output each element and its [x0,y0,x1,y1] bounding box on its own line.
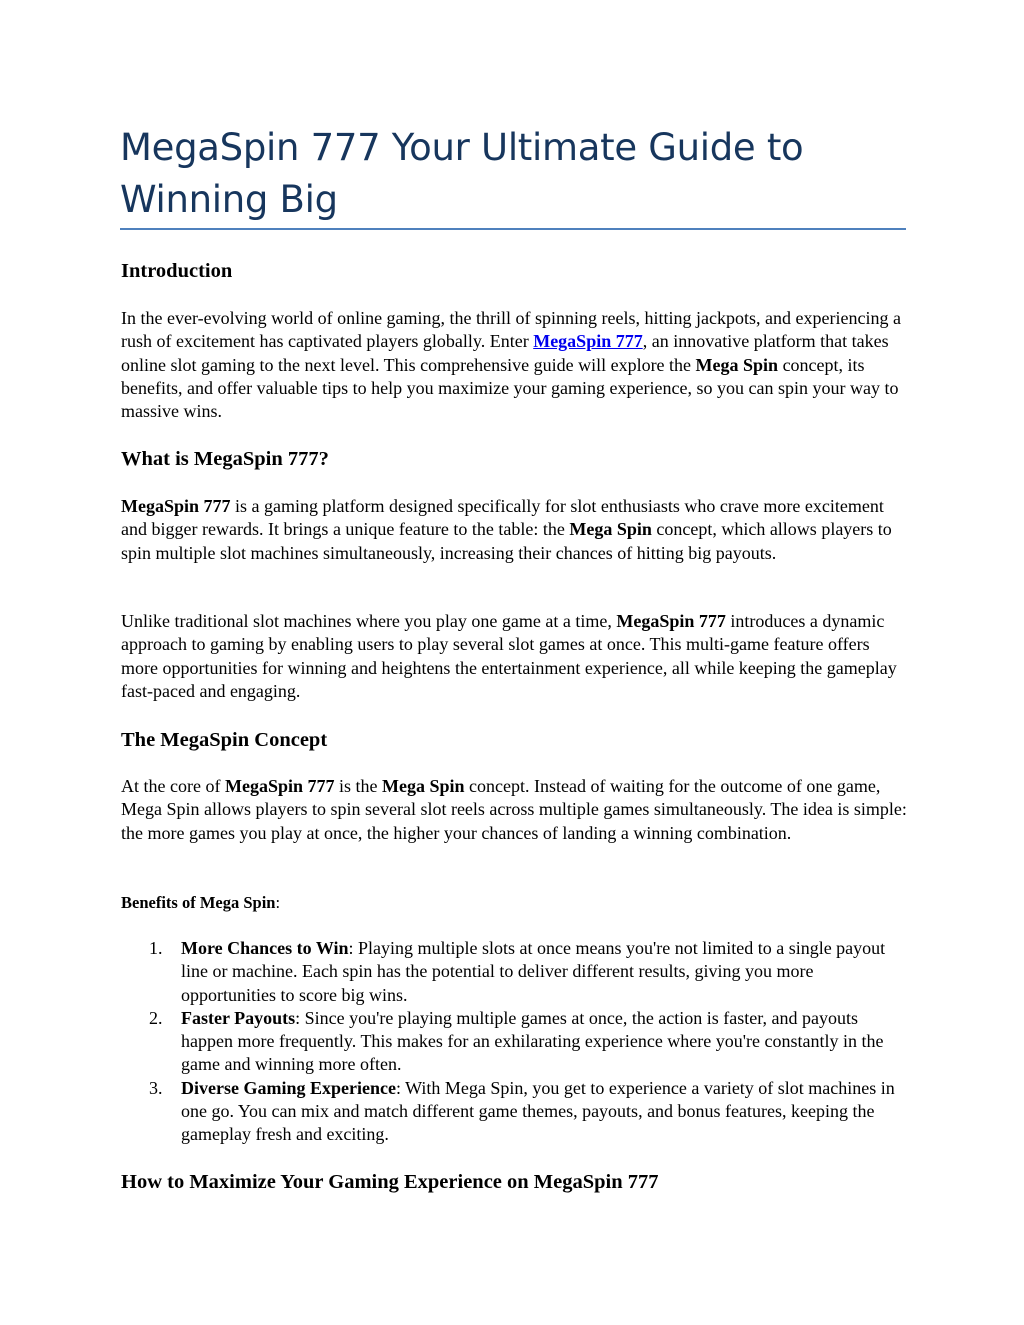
megaspin-777-link[interactable]: MegaSpin 777 [533,331,643,352]
title-divider [120,228,906,230]
concept-text-3: concept. Instead of waiting for the outcome of one game, Mega Spin allows players to spin several slot reels across multiple games simultaneously. The idea is simple: the more games you play at once, the higher your chances of landing a winning combination. [121,776,907,843]
benefits-heading-text: Benefits of Mega Spin [121,893,276,912]
paragraph-concept [121,775,911,845]
list-item-text: : With Mega Spin, you get to experience a variety of slot machines in one go. You can mix and match different game themes, payouts, and bonus features, keeping the gameplay fresh and exciting. [181,1077,895,1145]
what-is-bold-megaspin-2: MegaSpin 777 [616,611,726,631]
list-item-title: Diverse Gaming Experience [181,1077,396,1098]
intro-text-3: concept, its benefits, and offer valuable tips to help you maximize your gaming experience, so you can spin your way to massive wins. [121,354,899,422]
what-is-text-1: is a gaming platform designed specifically for slot enthusiasts who crave more excitement and bigger rewards. It brings a unique feature to the table: the [121,496,884,540]
list-item [121,1007,911,1077]
what-is-text-3: Unlike traditional slot machines where you play one game at a time, [121,611,617,631]
paragraph-what-is-2 [121,610,911,703]
intro-bold-mega-spin: Mega Spin [695,354,779,375]
list-item [121,937,911,1007]
paragraph-what-is-1 [121,495,911,565]
what-is-bold-megaspin: MegaSpin 777 [121,496,231,516]
list-item-number: 1. [149,938,163,958]
list-item-text: : Playing multiple slots at once means you're not limited to a single payout line or machine. Each spin has the potential to deliver different results, giving you more opportunities to score big wins. [181,938,886,1005]
concept-text-1: At the core of [121,776,225,796]
paragraph-introduction [121,307,911,423]
what-is-text-2: concept, which allows players to spin multiple slot machines simultaneously, increasing their chances of hitting big payouts. [121,519,892,563]
list-item-number: 2. [149,1007,163,1028]
heading-benefits [121,891,911,914]
benefits-heading-colon: : [275,893,281,912]
concept-bold-mega-spin: Mega Spin [381,776,465,796]
heading-maximize: How to Maximize Your Gaming Experience on MegaSpin 777 [121,1171,659,1193]
intro-text-2: , an innovative platform that takes online slot gaming to the next level. This comprehensive guide will explore the [121,331,889,375]
list-item-title: More Chances to Win [181,938,349,958]
document-title: MegaSpin 777 Your Ultimate Guide to Winning Big [120,126,804,221]
list-item-text: : Since you're playing multiple games at once, the action is faster, and payouts happen more frequently. This makes for an exhilarating experience where you're constantly in the game and winning more often. [181,1007,884,1075]
list-item-title: Faster Payouts [181,1007,296,1028]
benefits-list [121,937,911,1147]
concept-bold-megaspin: MegaSpin 777 [224,776,335,796]
concept-text-2: is the [334,776,382,796]
list-item-number: 3. [149,1077,163,1098]
what-is-bold-mega-spin: Mega Spin [569,519,652,540]
what-is-text-4: introduces a dynamic approach to gaming by enabling users to play several slot games at once. This multi-game feature offers more opportunities for winning and heightens the entertainment experience, all while keeping the gameplay fast-paced and engaging. [121,611,897,701]
heading-introduction: Introduction [121,260,233,282]
heading-concept: The MegaSpin Concept [121,729,328,751]
heading-what-is: What is MegaSpin 777? [121,448,329,470]
list-item [121,1077,911,1147]
intro-text-1: In the ever-evolving world of online gaming, the thrill of spinning reels, hitting jackpots, and experiencing a rush of excitement has captivated players globally. Enter [121,308,901,352]
